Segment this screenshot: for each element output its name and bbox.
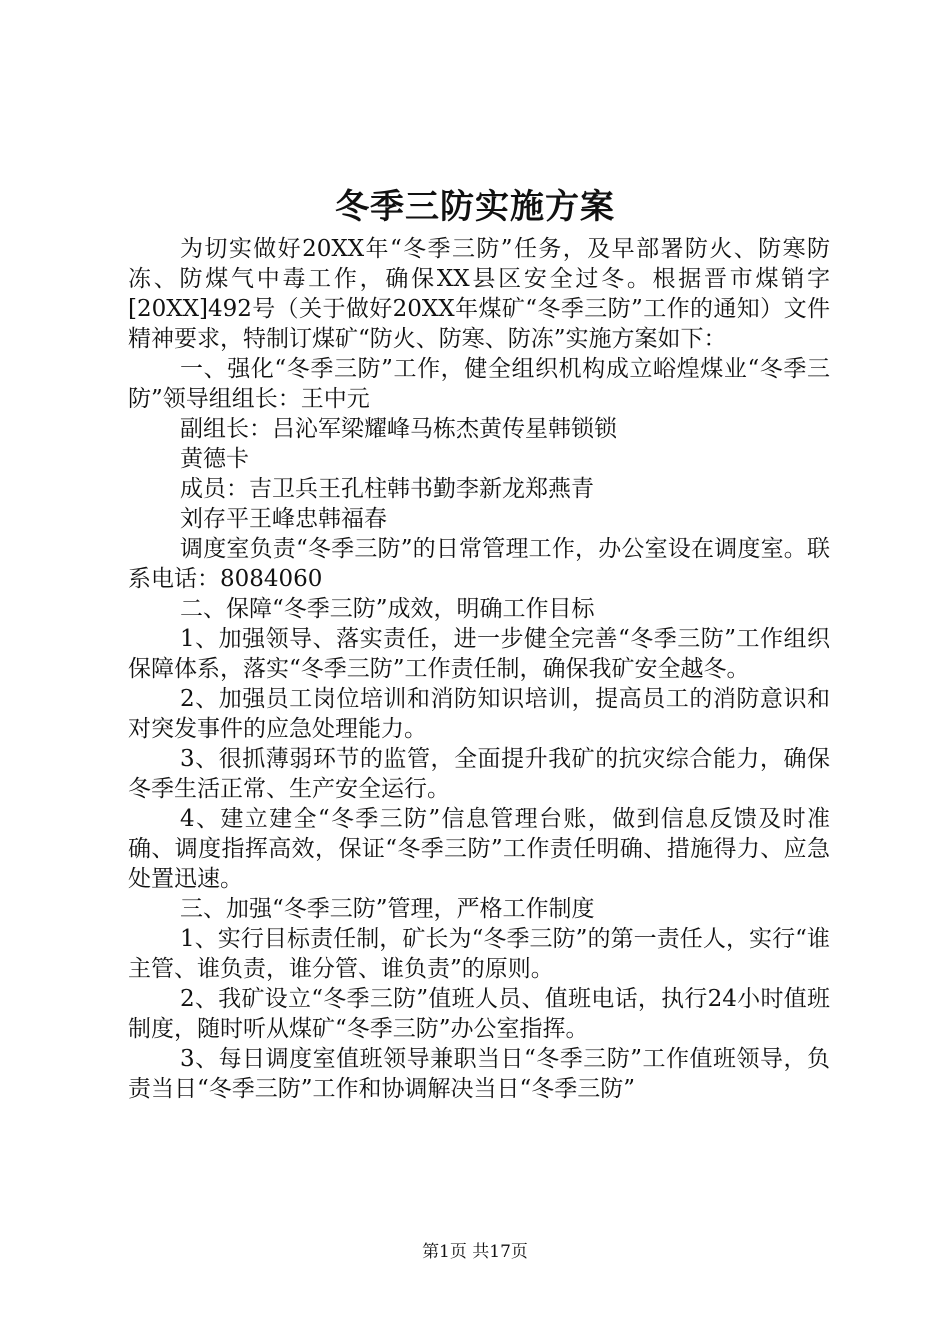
goal-item-2: 2、加强员工岗位培训和消防知识培训，提高员工的消防意识和对突发事件的应急处理能力。 bbox=[128, 686, 830, 742]
rule-item-2: 2、我矿设立“冬季三防”值班人员、值班电话，执行24小时值班制度，随时听从煤矿“冬季三防”办公室指挥。 bbox=[128, 986, 830, 1042]
rule-item-3: 3、每日调度室值班领导兼职当日“冬季三防”工作值班领导，负责当日“冬季三防”工作和协调解决当日“冬季三防” bbox=[128, 1046, 830, 1102]
members-continued: 刘存平王峰忠韩福春 bbox=[180, 506, 387, 532]
page-number-footer: 第1页 共17页 bbox=[422, 1242, 528, 1262]
section-two-heading: 二、保障“冬季三防”成效，明确工作目标 bbox=[180, 596, 595, 622]
section-one-heading: 一、强化“冬季三防”工作，健全组织机构成立峪煌煤业“冬季三防”领导组组长：王中元 bbox=[128, 356, 830, 412]
dispatch-office-paragraph: 调度室负责“冬季三防”的日常管理工作，办公室设在调度室。联系电话：8084060 bbox=[128, 536, 830, 592]
document-body bbox=[128, 234, 830, 1104]
members-line: 成员：吉卫兵王孔柱韩书勤李新龙郑燕青 bbox=[180, 476, 594, 502]
section-three-heading: 三、加强“冬季三防”管理，严格工作制度 bbox=[180, 896, 595, 922]
deputy-leaders-continued: 黄德卡 bbox=[180, 446, 249, 472]
rule-item-1: 1、实行目标责任制，矿长为“冬季三防”的第一责任人，实行“谁主管、谁负责，谁分管、谁负责”的原则。 bbox=[128, 926, 830, 982]
goal-item-4: 4、建立建全“冬季三防”信息管理台账，做到信息反馈及时准确、调度指挥高效，保证“冬季三防”工作责任明确、措施得力、应急处置迅速。 bbox=[128, 806, 830, 892]
document-title: 冬季三防实施方案 bbox=[335, 187, 615, 227]
intro-paragraph: 为切实做好20XX年“冬季三防”任务，及早部署防火、防寒防冻、防煤气中毒工作，确保XX县区安全过冬。根据晋市煤销字[20XX]492号（关于做好20XX年煤矿“冬季三防”工作的通知）文件精神要求，特制订煤矿“防火、防寒、防冻”实施方案如下： bbox=[128, 236, 830, 352]
deputy-leaders-line: 副组长：吕沁军梁耀峰马栋杰黄传星韩锁锁 bbox=[180, 416, 617, 442]
goal-item-3: 3、很抓薄弱环节的监管，全面提升我矿的抗灾综合能力，确保冬季生活正常、生产安全运行。 bbox=[128, 746, 830, 802]
goal-item-1: 1、加强领导、落实责任，进一步健全完善“冬季三防”工作组织保障体系，落实“冬季三防”工作责任制，确保我矿安全越冬。 bbox=[128, 626, 830, 682]
